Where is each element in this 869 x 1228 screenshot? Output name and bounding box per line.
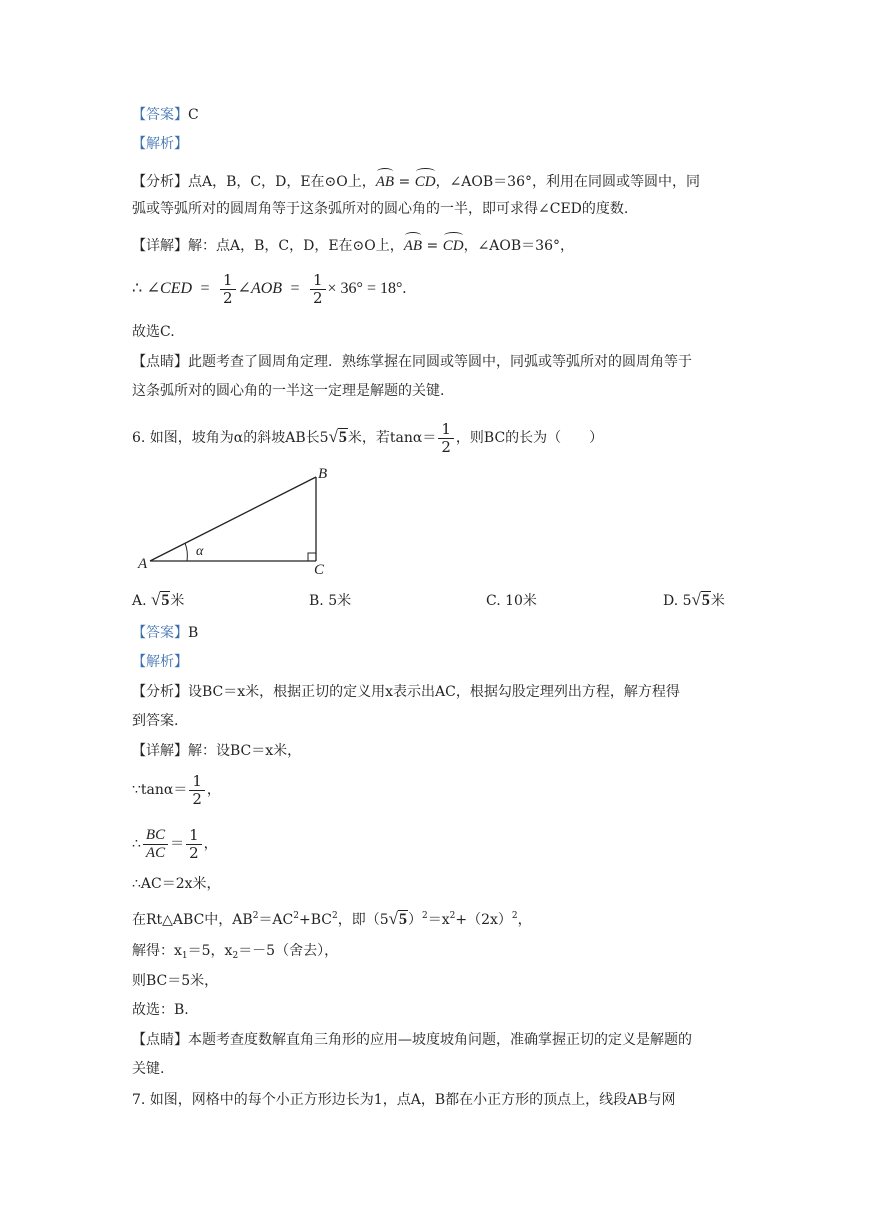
option-label: A.	[132, 593, 147, 609]
fraction-half	[310, 272, 326, 307]
because-line	[132, 772, 221, 808]
xiangjie-tag: 【详解】	[132, 238, 188, 254]
arc-cd: CD	[443, 232, 464, 256]
superscript: 2	[252, 911, 259, 921]
fenxi-line-2: 到答案.	[132, 713, 179, 729]
option-label: D. 5	[663, 593, 692, 609]
fraction-den: 2	[441, 437, 451, 456]
dianjing-line-2: 这条弧所对的圆心角的一半这一定理是解题的关键.	[132, 383, 445, 399]
therefore-symbol: ∴	[132, 278, 143, 297]
rt-text: ＝AC	[258, 912, 294, 928]
analysis-tag: 【解析】	[132, 136, 188, 152]
xiangjie-text: ，∠AOB＝36°，	[463, 238, 574, 254]
answer-line	[132, 105, 199, 125]
xiangjie-line	[132, 741, 301, 761]
fenxi-line-1	[132, 168, 700, 192]
right-angle-mark	[308, 553, 316, 561]
sqrt-radicand: 5	[399, 911, 407, 928]
fenxi-tag: 【分析】	[132, 174, 188, 190]
xiangjie-tag: 【详解】	[132, 743, 188, 759]
dianjing-line-2: 关键.	[132, 1061, 165, 1077]
fraction-den: 2	[192, 789, 202, 808]
subscript: 2	[232, 951, 239, 961]
fenxi-text: ，∠AOB＝36°，利用在同圆或等圆中，同	[435, 174, 700, 190]
because-text: ∵tanα＝	[132, 782, 188, 798]
rt-line	[132, 904, 532, 932]
rt-text: +BC	[299, 912, 332, 928]
fraction-bc-ac	[143, 827, 168, 862]
rt-text: ）	[408, 912, 422, 928]
eq-equals: =	[290, 280, 300, 297]
equation-line	[132, 270, 406, 307]
fenxi-tag: 【分析】	[132, 684, 188, 700]
fraction-den: AC	[145, 844, 166, 861]
fraction-half	[438, 421, 454, 456]
q7-stem: 7. 如图，网格中的每个小正方形边长为1，点A，B都在小正方形的顶点上，线段AB与网	[132, 1092, 676, 1108]
answer-tag: 【答案】	[132, 625, 188, 641]
fraction-den: 2	[222, 288, 233, 307]
sqrt-radicand: 5	[338, 429, 347, 446]
stem-text: ，则BC的长为（ ）	[455, 430, 604, 446]
dianjing-line-1	[132, 352, 692, 372]
fraction-half	[220, 272, 236, 307]
answer-value: B	[188, 625, 199, 641]
eq-left: ∠CED	[146, 280, 193, 297]
stem-text: 米，若tanα＝	[347, 430, 437, 446]
fraction-den: 2	[189, 843, 199, 862]
slope-ab	[150, 477, 316, 561]
dianjing-line-1	[132, 1030, 692, 1050]
dianjing-tag: 【点睛】	[132, 354, 188, 370]
fraction-num: 1	[189, 773, 205, 791]
label-alpha: α	[196, 544, 204, 559]
eq-tail: × 36° = 18°.	[327, 280, 407, 297]
eq-equals: =	[200, 280, 210, 297]
solve-text: ＝5，x	[187, 943, 233, 959]
fraction-num: 1	[438, 421, 454, 439]
rt-text: ＝x	[427, 912, 450, 928]
fraction-num: 1	[220, 272, 236, 290]
sqrt: √5	[388, 909, 407, 928]
therefore-symbol: ∴	[132, 836, 141, 852]
rt-text: 在Rt△ABC中，AB	[132, 912, 253, 928]
subscript: 1	[181, 951, 188, 961]
option-b[interactable]: B. 5米	[309, 593, 352, 609]
solve-text: 解得：x	[132, 943, 182, 959]
fraction-half	[189, 773, 205, 808]
arc-equals: =	[394, 174, 415, 190]
fraction-num: 1	[186, 827, 202, 845]
therefore-line-1	[132, 826, 218, 862]
fenxi-text: 点A，B，C，D，E在⊙O上，	[188, 174, 376, 190]
analysis-tag: 【解析】	[132, 654, 188, 670]
because-end: ，	[206, 782, 221, 798]
sqrt: √5	[691, 590, 710, 609]
fenxi-text: 设BC＝x米，根据正切的定义用x表示出AC，根据勾股定理列出方程，解方程得	[188, 684, 680, 700]
fraction-half	[186, 827, 202, 862]
superscript: 2	[422, 911, 428, 921]
choose-line: 故选C.	[132, 324, 175, 340]
fraction-num: 1	[310, 272, 326, 290]
option-d[interactable]	[663, 590, 725, 610]
option-unit: 米	[710, 593, 725, 609]
label-b: B	[318, 466, 328, 482]
option-unit: 米	[170, 593, 185, 609]
rt-text: +（2x）	[455, 912, 512, 928]
answer-value: C	[188, 107, 199, 123]
rt-text: ，	[517, 912, 532, 928]
xiangjie-text: 解：点A，B，C，D，E在⊙O上，	[188, 238, 404, 254]
superscript: 2	[332, 911, 338, 921]
arc-ab: AB	[404, 232, 422, 256]
arc-equals: =	[422, 238, 443, 254]
xiangjie-line	[132, 232, 574, 256]
dianjing-tag: 【点睛】	[132, 1032, 188, 1048]
arc-cd: CD	[415, 168, 436, 192]
label-a: A	[138, 556, 148, 572]
solve-line	[132, 941, 338, 966]
sqrt: √5	[328, 427, 347, 446]
superscript: 2	[449, 911, 456, 921]
arc-ab: AB	[376, 168, 394, 192]
sqrt: √5	[151, 590, 170, 609]
fraction-den: 2	[312, 288, 323, 307]
triangle-figure	[130, 460, 350, 580]
option-c[interactable]: C. 10米	[486, 593, 537, 609]
rt-text: ，即（5	[337, 912, 389, 928]
dianjing-text: 此题考查了圆周角定理．熟练掌握在同圆或等圆中，同弧或等弧所对的圆周角等于	[188, 354, 692, 370]
answer-line	[132, 623, 198, 643]
dianjing-text: 本题考查度数解直角三角形的应用—坡度坡角问题，准确掌握正切的定义是解题的	[188, 1032, 692, 1048]
sqrt-radicand: 5	[701, 592, 710, 609]
sqrt-radicand: 5	[161, 592, 170, 609]
therefore-end: ，	[203, 836, 218, 852]
solve-text: ＝－5（舍去），	[238, 943, 339, 959]
fenxi-line-2: 弧或等弧所对的圆周角等于这条弧所对的圆心角的一半，即可求得∠CED的度数.	[132, 201, 629, 217]
superscript: 2	[293, 911, 299, 921]
label-c: C	[314, 562, 325, 578]
answer-tag: 【答案】	[132, 107, 188, 123]
superscript: 2	[511, 911, 518, 921]
stem-text: 6. 如图，坡角为α的斜坡AB长5	[132, 430, 329, 446]
eq-mid: ∠AOB	[237, 280, 283, 297]
fraction-num: BC	[143, 827, 168, 845]
equals: ＝	[170, 836, 185, 852]
q6-stem	[132, 420, 603, 456]
then-line: 则BC＝5米，	[132, 973, 219, 989]
choose-line: 故选：B.	[132, 1002, 189, 1018]
xiangjie-text: 解：设BC＝x米，	[188, 743, 302, 759]
option-a[interactable]	[132, 590, 184, 610]
fenxi-line-1	[132, 682, 680, 702]
angle-arc	[185, 543, 187, 561]
therefore-line-2: ∴AC＝2x米，	[132, 876, 221, 892]
